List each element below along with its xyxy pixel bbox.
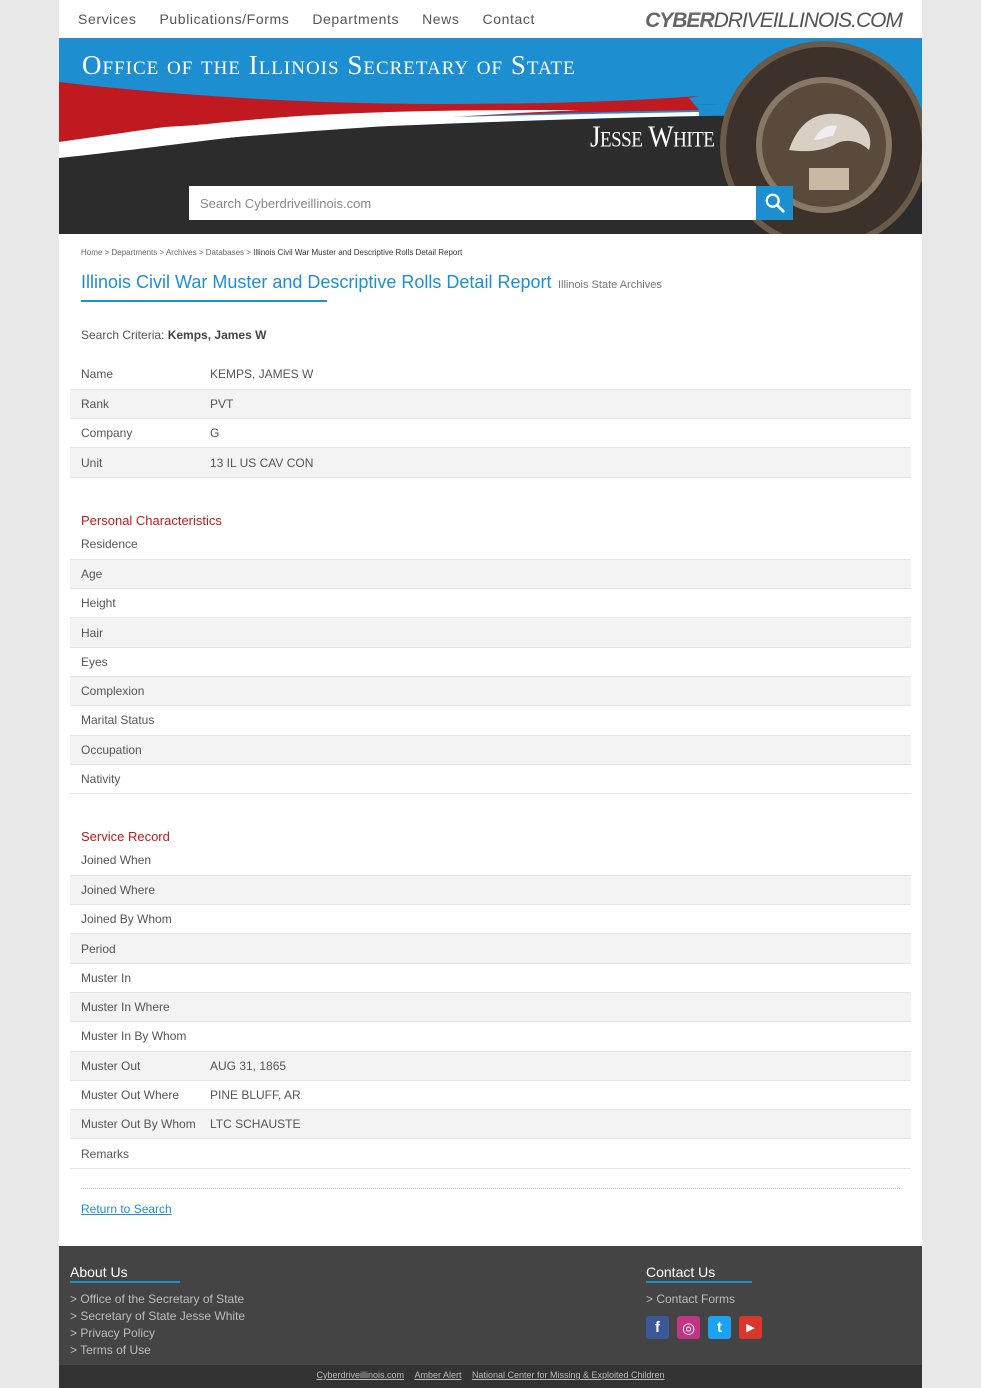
- footer: [59, 1246, 922, 1365]
- table-row: [70, 706, 911, 735]
- row-value: KEMPS, JAMES W: [210, 367, 314, 382]
- site-logo-rest: DRIVEILLINOIS.COM: [713, 9, 902, 32]
- divider: [81, 1188, 900, 1189]
- personal-heading: Personal Characteristics: [81, 513, 222, 528]
- row-value: [210, 530, 911, 559]
- nav-contact[interactable]: Contact: [482, 11, 535, 27]
- table-row: [70, 992, 911, 1021]
- nav-publications-forms[interactable]: Publications/Forms: [159, 11, 290, 27]
- row-label: Joined When: [81, 853, 152, 868]
- footer-link-privacy[interactable]: > Privacy Policy: [70, 1326, 156, 1340]
- row-label: Muster In Where: [81, 1000, 170, 1015]
- table-row: [70, 875, 911, 904]
- table-row: [70, 1110, 911, 1139]
- row-value: [210, 589, 911, 618]
- row-label: Hair: [81, 625, 104, 640]
- footer-contact-links: [646, 1291, 735, 1308]
- breadcrumb-current: Illinois Civil War Muster and Descriptive Rolls Detail Report: [253, 248, 463, 257]
- row-label: Height: [81, 596, 116, 611]
- twitter-icon[interactable]: t: [708, 1316, 731, 1339]
- row-value: PINE BLUFF, AR: [210, 1088, 301, 1103]
- table-row: [70, 647, 911, 676]
- table-row: [70, 676, 911, 705]
- row-value: LTC SCHAUSTE: [210, 1117, 301, 1132]
- search-input[interactable]: [189, 186, 756, 220]
- row-label: Name: [81, 367, 114, 382]
- row-value: G: [210, 426, 220, 441]
- nav-links: [78, 11, 558, 27]
- row-label: Rank: [81, 396, 110, 411]
- footer-about-heading: About Us: [70, 1264, 128, 1280]
- site-logo-bold: CYBER: [645, 9, 714, 32]
- banner-title: Office of the Illinois Secretary of State: [82, 50, 576, 80]
- table-row: [70, 905, 911, 934]
- row-value: [210, 934, 911, 963]
- row-value: [210, 559, 911, 588]
- footer-about-underline: [70, 1281, 180, 1283]
- row-label: Company: [81, 426, 133, 441]
- row-label: Complexion: [81, 684, 145, 699]
- table-row: [70, 1139, 911, 1168]
- bottom-link-amber-alert[interactable]: Amber Alert: [414, 1370, 462, 1380]
- facebook-icon[interactable]: f: [646, 1316, 669, 1339]
- row-value: [210, 706, 911, 735]
- page-title: Illinois Civil War Muster and Descriptive Rolls Detail Report: [81, 272, 552, 292]
- row-label: Muster In By Whom: [81, 1029, 187, 1044]
- service-heading: Service Record: [81, 829, 170, 844]
- table-row: [70, 559, 911, 588]
- table-row: [70, 389, 911, 418]
- row-label: Period: [81, 941, 116, 956]
- nav-departments[interactable]: Departments: [312, 11, 400, 27]
- title-underline: [81, 300, 327, 302]
- row-label: Age: [81, 566, 103, 581]
- page: [59, 0, 922, 1388]
- bottom-link-cyberdrive[interactable]: Cyberdriveillinois.com: [316, 1370, 404, 1380]
- row-value: PVT: [210, 396, 234, 411]
- row-label: Nativity: [81, 772, 121, 787]
- table-row: [70, 360, 911, 389]
- row-label: Muster Out By Whom: [81, 1117, 196, 1132]
- row-label: Muster In: [81, 970, 132, 985]
- row-label: Residence: [81, 537, 138, 552]
- search-criteria: [81, 328, 266, 342]
- row-label: Joined Where: [81, 882, 156, 897]
- table-row: [70, 934, 911, 963]
- footer-link-contact-forms[interactable]: > Contact Forms: [646, 1292, 736, 1306]
- search-icon: [764, 192, 786, 214]
- row-value: [210, 846, 911, 875]
- footer-link-office[interactable]: > Office of the Secretary of State: [70, 1292, 245, 1306]
- return-to-search-link[interactable]: Return to Search: [81, 1202, 172, 1216]
- table-row: [70, 764, 911, 793]
- row-label: Muster Out: [81, 1058, 141, 1073]
- search-bar: [189, 186, 793, 220]
- table-row: [70, 1051, 911, 1080]
- row-value: [210, 676, 911, 705]
- row-value: [210, 905, 911, 934]
- table-row: [70, 1022, 911, 1051]
- nav-services[interactable]: Services: [78, 11, 137, 27]
- row-value: [210, 963, 911, 992]
- personal-table: [70, 530, 911, 794]
- table-row: [70, 448, 911, 477]
- row-label: Joined By Whom: [81, 912, 172, 927]
- instagram-icon[interactable]: ◎: [677, 1316, 700, 1339]
- site-logo[interactable]: [645, 9, 902, 33]
- page-source: Illinois State Archives: [557, 279, 662, 291]
- nav-news[interactable]: News: [422, 11, 460, 27]
- footer-contact-underline: [646, 1281, 752, 1283]
- criteria-label: Search Criteria:: [81, 328, 165, 342]
- breadcrumb-home[interactable]: Home: [81, 248, 103, 257]
- row-label: Marital Status: [81, 713, 155, 728]
- row-value: [210, 735, 911, 764]
- row-value: [210, 647, 911, 676]
- table-row: [70, 1080, 911, 1109]
- header-banner: [59, 38, 922, 234]
- row-value: [210, 1022, 911, 1051]
- breadcrumb-databases[interactable]: Databases: [205, 248, 245, 257]
- row-label: Remarks: [81, 1146, 130, 1161]
- search-button[interactable]: [756, 186, 793, 220]
- secretary-name: Jesse White: [590, 118, 715, 154]
- row-value: AUG 31, 1865: [210, 1058, 287, 1073]
- bottom-link-ncmec[interactable]: National Center for Missing & Exploited Children: [471, 1370, 665, 1380]
- footer-contact-heading: Contact Us: [646, 1264, 716, 1280]
- row-label: Muster Out Where: [81, 1088, 180, 1103]
- table-row: [70, 419, 911, 448]
- table-row: [70, 846, 911, 875]
- summary-table: [70, 360, 911, 478]
- row-value: [210, 875, 911, 904]
- row-value: [210, 618, 911, 647]
- page-title-block: [81, 272, 662, 293]
- row-label: Eyes: [81, 654, 108, 669]
- row-value: [210, 764, 911, 793]
- table-row: [70, 618, 911, 647]
- youtube-icon[interactable]: ▶: [739, 1316, 762, 1339]
- table-row: [70, 735, 911, 764]
- table-row: [70, 530, 911, 559]
- row-value: [210, 992, 911, 1021]
- social-icons: [646, 1316, 770, 1339]
- table-row: [70, 963, 911, 992]
- footer-about-links: [70, 1291, 245, 1359]
- row-value: 13 IL US CAV CON: [210, 455, 314, 470]
- breadcrumb: Home > Departments > Archives > Databases > Illinois Civil War Muster and Descriptive Rolls Detail Report: [81, 248, 463, 257]
- breadcrumb-departments[interactable]: Departments: [111, 248, 158, 257]
- row-label: Unit: [81, 455, 103, 470]
- service-table: [70, 846, 911, 1169]
- table-row: [70, 589, 911, 618]
- bottom-bar: [59, 1365, 922, 1388]
- breadcrumb-archives[interactable]: Archives: [165, 248, 197, 257]
- row-label: Occupation: [81, 742, 142, 757]
- top-nav: [59, 0, 922, 38]
- row-value: [210, 1139, 911, 1168]
- criteria-value: Kemps, James W: [167, 328, 267, 342]
- footer-link-secretary[interactable]: > Secretary of State Jesse White: [70, 1309, 246, 1323]
- footer-link-terms[interactable]: > Terms of Use: [70, 1343, 151, 1357]
